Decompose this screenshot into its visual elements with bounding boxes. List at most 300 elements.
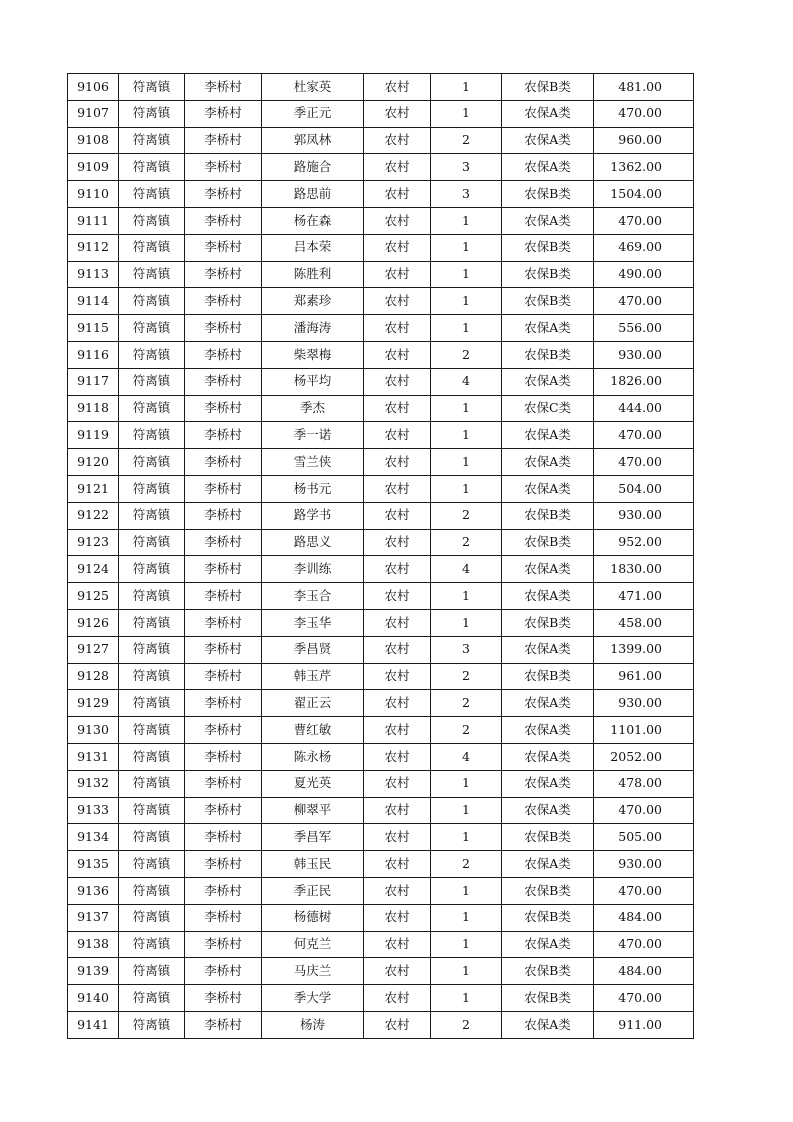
name-cell: 何克兰 [262,931,364,958]
household-size-cell: 2 [431,851,502,878]
amount-cell: 556.00 [594,315,694,342]
row-number-cell: 9133 [68,797,119,824]
table-row [68,743,694,770]
town-cell: 符离镇 [119,154,185,181]
area-type-cell: 农村 [364,341,431,368]
name-cell: 季昌军 [262,824,364,851]
table-row [68,663,694,690]
row-number-cell: 9110 [68,181,119,208]
town-cell: 符离镇 [119,315,185,342]
household-size-cell: 1 [431,288,502,315]
village-cell: 李桥村 [185,449,262,476]
area-type-cell: 农村 [364,261,431,288]
village-cell: 李桥村 [185,556,262,583]
table-row [68,154,694,181]
village-cell: 李桥村 [185,395,262,422]
name-cell: 柴翠梅 [262,341,364,368]
category-cell: 农保A类 [502,770,594,797]
town-cell: 符离镇 [119,368,185,395]
town-cell: 符离镇 [119,234,185,261]
village-cell: 李桥村 [185,74,262,101]
category-cell: 农保A类 [502,475,594,502]
table-row [68,502,694,529]
village-cell: 李桥村 [185,422,262,449]
town-cell: 符离镇 [119,717,185,744]
category-cell: 农保B类 [502,234,594,261]
table-row [68,422,694,449]
name-cell: 翟正云 [262,690,364,717]
area-type-cell: 农村 [364,851,431,878]
household-size-cell: 1 [431,985,502,1012]
amount-cell: 484.00 [594,958,694,985]
name-cell: 吕本荣 [262,234,364,261]
amount-cell: 470.00 [594,797,694,824]
row-number-cell: 9115 [68,315,119,342]
area-type-cell: 农村 [364,797,431,824]
area-type-cell: 农村 [364,288,431,315]
town-cell: 符离镇 [119,341,185,368]
row-number-cell: 9107 [68,100,119,127]
village-cell: 李桥村 [185,529,262,556]
village-cell: 李桥村 [185,690,262,717]
amount-cell: 1830.00 [594,556,694,583]
town-cell: 符离镇 [119,422,185,449]
household-size-cell: 2 [431,717,502,744]
table-row [68,475,694,502]
table-row [68,341,694,368]
row-number-cell: 9134 [68,824,119,851]
amount-cell: 1101.00 [594,717,694,744]
area-type-cell: 农村 [364,502,431,529]
table-row [68,315,694,342]
table-row [68,181,694,208]
row-number-cell: 9124 [68,556,119,583]
name-cell: 李玉合 [262,583,364,610]
town-cell: 符离镇 [119,556,185,583]
name-cell: 陈永杨 [262,743,364,770]
name-cell: 郑素珍 [262,288,364,315]
benefit-table [67,73,694,1039]
name-cell: 路学书 [262,502,364,529]
household-size-cell: 1 [431,207,502,234]
household-size-cell: 1 [431,475,502,502]
category-cell: 农保B类 [502,904,594,931]
row-number-cell: 9112 [68,234,119,261]
category-cell: 农保A类 [502,154,594,181]
amount-cell: 930.00 [594,851,694,878]
village-cell: 李桥村 [185,851,262,878]
row-number-cell: 9114 [68,288,119,315]
category-cell: 农保B类 [502,502,594,529]
table-row [68,770,694,797]
area-type-cell: 农村 [364,422,431,449]
table-row [68,583,694,610]
row-number-cell: 9141 [68,1011,119,1038]
area-type-cell: 农村 [364,475,431,502]
amount-cell: 930.00 [594,502,694,529]
village-cell: 李桥村 [185,100,262,127]
amount-cell: 504.00 [594,475,694,502]
table-row [68,690,694,717]
household-size-cell: 1 [431,449,502,476]
town-cell: 符离镇 [119,207,185,234]
household-size-cell: 1 [431,315,502,342]
amount-cell: 505.00 [594,824,694,851]
amount-cell: 470.00 [594,985,694,1012]
village-cell: 李桥村 [185,717,262,744]
name-cell: 季一诺 [262,422,364,449]
area-type-cell: 农村 [364,985,431,1012]
category-cell: 农保A类 [502,422,594,449]
village-cell: 李桥村 [185,502,262,529]
amount-cell: 470.00 [594,207,694,234]
town-cell: 符离镇 [119,288,185,315]
village-cell: 李桥村 [185,797,262,824]
household-size-cell: 3 [431,154,502,181]
household-size-cell: 2 [431,690,502,717]
household-size-cell: 1 [431,904,502,931]
row-number-cell: 9126 [68,609,119,636]
village-cell: 李桥村 [185,154,262,181]
table-row [68,100,694,127]
household-size-cell: 4 [431,368,502,395]
town-cell: 符离镇 [119,690,185,717]
area-type-cell: 农村 [364,368,431,395]
village-cell: 李桥村 [185,824,262,851]
category-cell: 农保B类 [502,181,594,208]
town-cell: 符离镇 [119,395,185,422]
row-number-cell: 9121 [68,475,119,502]
area-type-cell: 农村 [364,154,431,181]
table-row [68,851,694,878]
category-cell: 农保A类 [502,851,594,878]
row-number-cell: 9125 [68,583,119,610]
name-cell: 李训练 [262,556,364,583]
category-cell: 农保A类 [502,315,594,342]
household-size-cell: 1 [431,100,502,127]
category-cell: 农保B类 [502,958,594,985]
category-cell: 农保B类 [502,609,594,636]
area-type-cell: 农村 [364,690,431,717]
area-type-cell: 农村 [364,395,431,422]
village-cell: 李桥村 [185,1011,262,1038]
name-cell: 李玉华 [262,609,364,636]
name-cell: 郭凤林 [262,127,364,154]
table-row [68,877,694,904]
row-number-cell: 9127 [68,636,119,663]
amount-cell: 470.00 [594,877,694,904]
row-number-cell: 9130 [68,717,119,744]
amount-cell: 470.00 [594,422,694,449]
category-cell: 农保A类 [502,1011,594,1038]
name-cell: 陈胜利 [262,261,364,288]
name-cell: 杨德树 [262,904,364,931]
village-cell: 李桥村 [185,261,262,288]
amount-cell: 490.00 [594,261,694,288]
name-cell: 韩玉芹 [262,663,364,690]
row-number-cell: 9136 [68,877,119,904]
category-cell: 农保A类 [502,743,594,770]
area-type-cell: 农村 [364,609,431,636]
category-cell: 农保A类 [502,690,594,717]
category-cell: 农保A类 [502,797,594,824]
row-number-cell: 9106 [68,74,119,101]
name-cell: 季正民 [262,877,364,904]
town-cell: 符离镇 [119,663,185,690]
row-number-cell: 9139 [68,958,119,985]
row-number-cell: 9132 [68,770,119,797]
amount-cell: 1826.00 [594,368,694,395]
amount-cell: 470.00 [594,288,694,315]
town-cell: 符离镇 [119,1011,185,1038]
town-cell: 符离镇 [119,609,185,636]
name-cell: 杨平均 [262,368,364,395]
town-cell: 符离镇 [119,985,185,1012]
name-cell: 曹红敏 [262,717,364,744]
name-cell: 季杰 [262,395,364,422]
town-cell: 符离镇 [119,636,185,663]
amount-cell: 444.00 [594,395,694,422]
amount-cell: 470.00 [594,449,694,476]
table-row [68,395,694,422]
category-cell: 农保A类 [502,449,594,476]
category-cell: 农保A类 [502,931,594,958]
name-cell: 季大学 [262,985,364,1012]
area-type-cell: 农村 [364,663,431,690]
area-type-cell: 农村 [364,717,431,744]
amount-cell: 470.00 [594,931,694,958]
row-number-cell: 9119 [68,422,119,449]
area-type-cell: 农村 [364,234,431,261]
village-cell: 李桥村 [185,234,262,261]
town-cell: 符离镇 [119,529,185,556]
area-type-cell: 农村 [364,1011,431,1038]
table-row [68,609,694,636]
town-cell: 符离镇 [119,958,185,985]
village-cell: 李桥村 [185,931,262,958]
table-row [68,234,694,261]
town-cell: 符离镇 [119,583,185,610]
name-cell: 潘海涛 [262,315,364,342]
table-row [68,261,694,288]
area-type-cell: 农村 [364,100,431,127]
amount-cell: 960.00 [594,127,694,154]
category-cell: 农保A类 [502,207,594,234]
name-cell: 韩玉民 [262,851,364,878]
area-type-cell: 农村 [364,583,431,610]
name-cell: 杨在森 [262,207,364,234]
category-cell: 农保A类 [502,127,594,154]
row-number-cell: 9120 [68,449,119,476]
area-type-cell: 农村 [364,877,431,904]
village-cell: 李桥村 [185,181,262,208]
row-number-cell: 9131 [68,743,119,770]
table-row [68,797,694,824]
household-size-cell: 1 [431,797,502,824]
table-row [68,207,694,234]
household-size-cell: 1 [431,234,502,261]
area-type-cell: 农村 [364,207,431,234]
area-type-cell: 农村 [364,74,431,101]
village-cell: 李桥村 [185,475,262,502]
town-cell: 符离镇 [119,475,185,502]
village-cell: 李桥村 [185,609,262,636]
village-cell: 李桥村 [185,368,262,395]
village-cell: 李桥村 [185,877,262,904]
area-type-cell: 农村 [364,315,431,342]
village-cell: 李桥村 [185,743,262,770]
category-cell: 农保A类 [502,717,594,744]
household-size-cell: 2 [431,1011,502,1038]
household-size-cell: 1 [431,422,502,449]
name-cell: 柳翠平 [262,797,364,824]
amount-cell: 2052.00 [594,743,694,770]
town-cell: 符离镇 [119,824,185,851]
town-cell: 符离镇 [119,904,185,931]
row-number-cell: 9108 [68,127,119,154]
village-cell: 李桥村 [185,958,262,985]
village-cell: 李桥村 [185,583,262,610]
town-cell: 符离镇 [119,502,185,529]
table-row [68,985,694,1012]
table-row [68,556,694,583]
row-number-cell: 9137 [68,904,119,931]
town-cell: 符离镇 [119,127,185,154]
category-cell: 农保A类 [502,556,594,583]
category-cell: 农保B类 [502,985,594,1012]
amount-cell: 1504.00 [594,181,694,208]
area-type-cell: 农村 [364,636,431,663]
table-row [68,368,694,395]
name-cell: 路施合 [262,154,364,181]
household-size-cell: 3 [431,181,502,208]
category-cell: 农保B类 [502,74,594,101]
town-cell: 符离镇 [119,851,185,878]
table-row [68,717,694,744]
category-cell: 农保A类 [502,100,594,127]
amount-cell: 930.00 [594,341,694,368]
amount-cell: 469.00 [594,234,694,261]
village-cell: 李桥村 [185,904,262,931]
village-cell: 李桥村 [185,127,262,154]
village-cell: 李桥村 [185,207,262,234]
category-cell: 农保A类 [502,583,594,610]
row-number-cell: 9140 [68,985,119,1012]
household-size-cell: 1 [431,770,502,797]
household-size-cell: 2 [431,502,502,529]
town-cell: 符离镇 [119,770,185,797]
village-cell: 李桥村 [185,341,262,368]
row-number-cell: 9135 [68,851,119,878]
name-cell: 季正元 [262,100,364,127]
row-number-cell: 9109 [68,154,119,181]
table-row [68,74,694,101]
amount-cell: 458.00 [594,609,694,636]
amount-cell: 930.00 [594,690,694,717]
household-size-cell: 1 [431,958,502,985]
category-cell: 农保B类 [502,261,594,288]
amount-cell: 961.00 [594,663,694,690]
area-type-cell: 农村 [364,743,431,770]
household-size-cell: 1 [431,74,502,101]
row-number-cell: 9138 [68,931,119,958]
village-cell: 李桥村 [185,315,262,342]
table-row [68,288,694,315]
village-cell: 李桥村 [185,636,262,663]
household-size-cell: 1 [431,824,502,851]
household-size-cell: 1 [431,931,502,958]
row-number-cell: 9111 [68,207,119,234]
table-row [68,1011,694,1038]
area-type-cell: 农村 [364,931,431,958]
amount-cell: 478.00 [594,770,694,797]
table-row [68,529,694,556]
category-cell: 农保B类 [502,877,594,904]
town-cell: 符离镇 [119,74,185,101]
village-cell: 李桥村 [185,770,262,797]
town-cell: 符离镇 [119,261,185,288]
area-type-cell: 农村 [364,770,431,797]
amount-cell: 1362.00 [594,154,694,181]
area-type-cell: 农村 [364,824,431,851]
household-size-cell: 1 [431,261,502,288]
name-cell: 夏光英 [262,770,364,797]
household-size-cell: 2 [431,127,502,154]
row-number-cell: 9122 [68,502,119,529]
amount-cell: 471.00 [594,583,694,610]
household-size-cell: 1 [431,583,502,610]
household-size-cell: 1 [431,609,502,636]
area-type-cell: 农村 [364,449,431,476]
name-cell: 雪兰侠 [262,449,364,476]
name-cell: 马庆兰 [262,958,364,985]
area-type-cell: 农村 [364,904,431,931]
category-cell: 农保B类 [502,288,594,315]
area-type-cell: 农村 [364,127,431,154]
row-number-cell: 9117 [68,368,119,395]
category-cell: 农保A类 [502,368,594,395]
name-cell: 季昌贤 [262,636,364,663]
category-cell: 农保B类 [502,529,594,556]
village-cell: 李桥村 [185,288,262,315]
table-body [68,74,694,1039]
village-cell: 李桥村 [185,663,262,690]
area-type-cell: 农村 [364,529,431,556]
household-size-cell: 1 [431,877,502,904]
area-type-cell: 农村 [364,958,431,985]
household-size-cell: 2 [431,663,502,690]
name-cell: 杜家英 [262,74,364,101]
table-row [68,931,694,958]
category-cell: 农保C类 [502,395,594,422]
row-number-cell: 9129 [68,690,119,717]
table-row [68,449,694,476]
table-row [68,636,694,663]
table-row [68,127,694,154]
row-number-cell: 9123 [68,529,119,556]
amount-cell: 470.00 [594,100,694,127]
name-cell: 路思前 [262,181,364,208]
amount-cell: 1399.00 [594,636,694,663]
category-cell: 农保B类 [502,824,594,851]
row-number-cell: 9113 [68,261,119,288]
household-size-cell: 3 [431,636,502,663]
amount-cell: 481.00 [594,74,694,101]
village-cell: 李桥村 [185,985,262,1012]
town-cell: 符离镇 [119,797,185,824]
table-row [68,904,694,931]
household-size-cell: 4 [431,743,502,770]
